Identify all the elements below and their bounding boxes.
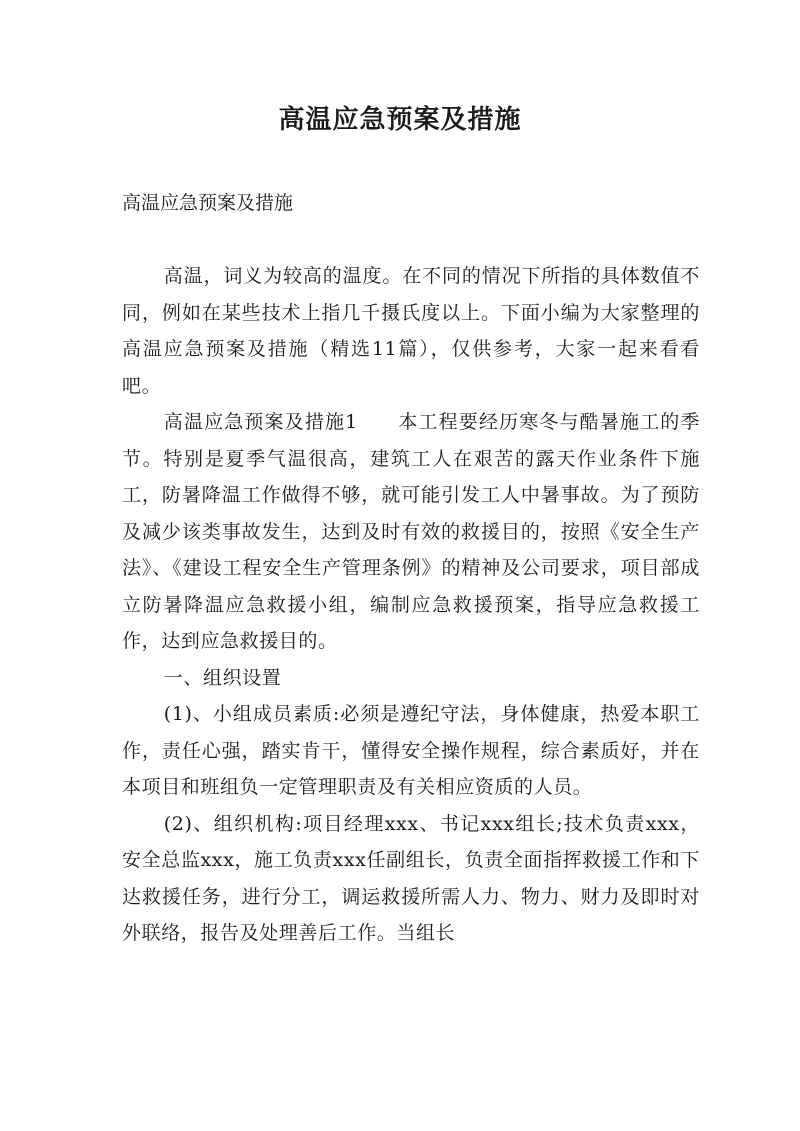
org-setup-heading: 一、组织设置 [163,666,282,689]
section-1-paragraph [122,404,700,660]
document-subtitle: 高温应急预案及措施 [122,192,294,214]
member-qualification-paragraph: (1)、小组成员素质:必须是遵纪守法，身体健康，热爱本职工作，责任心强，踏实肯干，懂得安全操作规程，综合素质好，并在本项目和班组负一定管理职责及有关相应资质的人员。 [122,703,700,798]
section-1-lead: 本工程要经历寒冬与酷暑施 [397,411,641,433]
section-1-body: 工的季节。特别是夏季气温很高，建筑工人在艰苦的露天作业条件下施工，防暑降温工作做得不够，就可能引发工人中暑事故。为了预防及减少该类事故发生，达到及时有效的救援目的，按照《安全生产法》、《建设工程安全生产管理条例》的精神及公司要求，项目部成立防暑降温应急救援小组，编制应急救援预案，指导应急救援工作，达到应急救援目的。 [122,411,700,652]
intro-paragraph: 高温，词义为较高的温度。在不同的情况下所指的具体数值不同，例如在某些技术上指几千摄氏度以上。下面小编为大家整理的高温应急预案及措施（精选11篇），仅供参考，大家一起来看看吧。 [122,265,700,397]
org-structure-paragraph: (2)、组织机构:项目经理xxx、书记xxx组长;技术负责xxx，安全总监xxx，施工负责xxx任副组长，负责全面指挥救援工作和下达救援任务，进行分工，调运救援所需人力、物力、财力及即时对外联络，报告及处理善后工作。当组长 [122,812,700,944]
section-1-heading: 高温应急预案及措施1 [163,411,358,433]
document-title: 高温应急预案及措施 [278,105,522,135]
document-body [122,258,700,952]
